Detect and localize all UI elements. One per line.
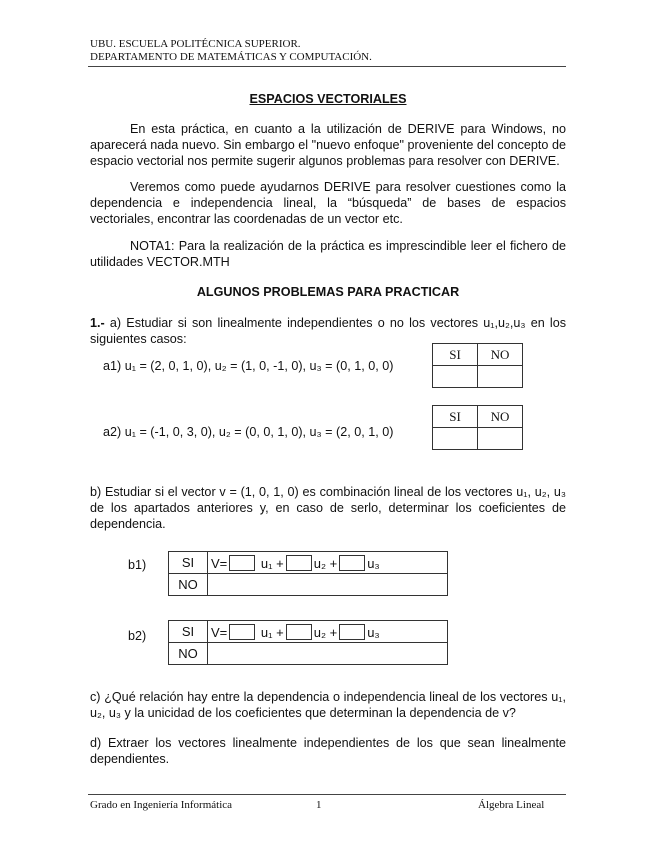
case-a2: a2) u₁ = (-1, 0, 3, 0), u₂ = (0, 0, 1, 0), u₃ = (2, 0, 1, 0): [103, 425, 394, 439]
no-header: NO: [478, 344, 523, 366]
footer-rule: [88, 794, 566, 795]
si-header: SI: [433, 344, 478, 366]
coef-3-box[interactable]: [339, 624, 365, 640]
paragraph-derive: Veremos como puede ayudarnos DERIVE para resolver cuestiones como la dependencia e independencia lineal, la “búsqueda” de bases de espacios vectoriales, encontrar las coordenadas de un vector etc.: [90, 180, 566, 226]
si-header: SI: [433, 406, 478, 428]
header-rule: [88, 66, 566, 67]
problem-1c-text: c) ¿Qué relación hay entre la dependencia o independencia lineal de los vectores u₁, u₂, u₃ y la unicidad de los coeficientes que determinan la dependencia de v?: [90, 690, 566, 720]
u2-term: u₂ +: [313, 624, 338, 640]
paragraph-intro: En esta práctica, en cuanto a la utilización de DERIVE para Windows, no aparecerá nada nuevo. Sin embargo el "nuevo enfoque" proveniente del concepto de espacio vectorial nos permite sugerir algunos problemas para resolver con DERIVE.: [90, 122, 566, 168]
si-label: SI: [169, 552, 208, 574]
si-cell[interactable]: [433, 366, 478, 388]
problem-1b-text: b) Estudiar si el vector v = (1, 0, 1, 0) es combinación lineal de los vectores u₁, u₂, u₃ de los apartados anteriores y, en caso de serlo, determinar los coeficientes de dependencia.: [90, 485, 566, 531]
coef-1-box[interactable]: [229, 624, 255, 640]
linear-combination-row: [208, 552, 448, 574]
no-cell[interactable]: [478, 366, 523, 388]
no-answer-cell[interactable]: [208, 643, 448, 665]
no-answer-cell[interactable]: [208, 574, 448, 596]
header-line-1: UBU. ESCUELA POLITÉCNICA SUPERIOR.: [90, 38, 301, 50]
answer-table-a2: [432, 405, 523, 450]
u3-term: u₃: [367, 555, 380, 571]
case-b1-label: b1): [128, 558, 147, 572]
coef-2-box[interactable]: [286, 555, 312, 571]
si-label: SI: [169, 621, 208, 643]
paragraph-note: NOTA1: Para la realización de la práctica es imprescindible leer el fichero de utilidades VECTOR.MTH: [90, 239, 566, 269]
document-title: ESPACIOS VECTORIALES: [249, 92, 407, 106]
v-equals: V=: [211, 624, 228, 640]
no-header: NO: [478, 406, 523, 428]
footer-degree: Grado en Ingeniería Informática: [90, 799, 233, 811]
u1-term: u₁ +: [260, 555, 284, 571]
answer-table-b2: [168, 620, 448, 665]
si-cell[interactable]: [433, 428, 478, 450]
u1-term: u₁ +: [260, 624, 284, 640]
answer-table-b1: [168, 551, 448, 596]
no-label: NO: [169, 643, 208, 665]
case-b2-label: b2): [128, 629, 147, 643]
no-label: NO: [169, 574, 208, 596]
problem-1d-text: d) Extraer los vectores linealmente independientes de los que sean linealmente dependientes.: [90, 736, 566, 766]
v-equals: V=: [211, 555, 228, 571]
coef-3-box[interactable]: [339, 555, 365, 571]
footer-course: Álgebra Lineal: [478, 799, 545, 811]
answer-table-a1: [432, 343, 523, 388]
problem-1a-statement: a) Estudiar si son linealmente independientes o no los vectores u₁,u₂,u₃ en los siguientes casos:: [90, 316, 566, 346]
u2-term: u₂ +: [313, 555, 338, 571]
footer-page-number: 1: [316, 799, 322, 811]
no-cell[interactable]: [478, 428, 523, 450]
problem-number: 1.-: [90, 316, 105, 330]
u3-term: u₃: [367, 624, 380, 640]
coef-2-box[interactable]: [286, 624, 312, 640]
section-subtitle: ALGUNOS PROBLEMAS PARA PRACTICAR: [196, 285, 460, 299]
header-line-2: DEPARTAMENTO DE MATEMÁTICAS Y COMPUTACIÓN.: [90, 51, 372, 63]
case-a1: a1) u₁ = (2, 0, 1, 0), u₂ = (1, 0, -1, 0), u₃ = (0, 1, 0, 0): [103, 359, 394, 373]
linear-combination-row: [208, 621, 448, 643]
coef-1-box[interactable]: [229, 555, 255, 571]
